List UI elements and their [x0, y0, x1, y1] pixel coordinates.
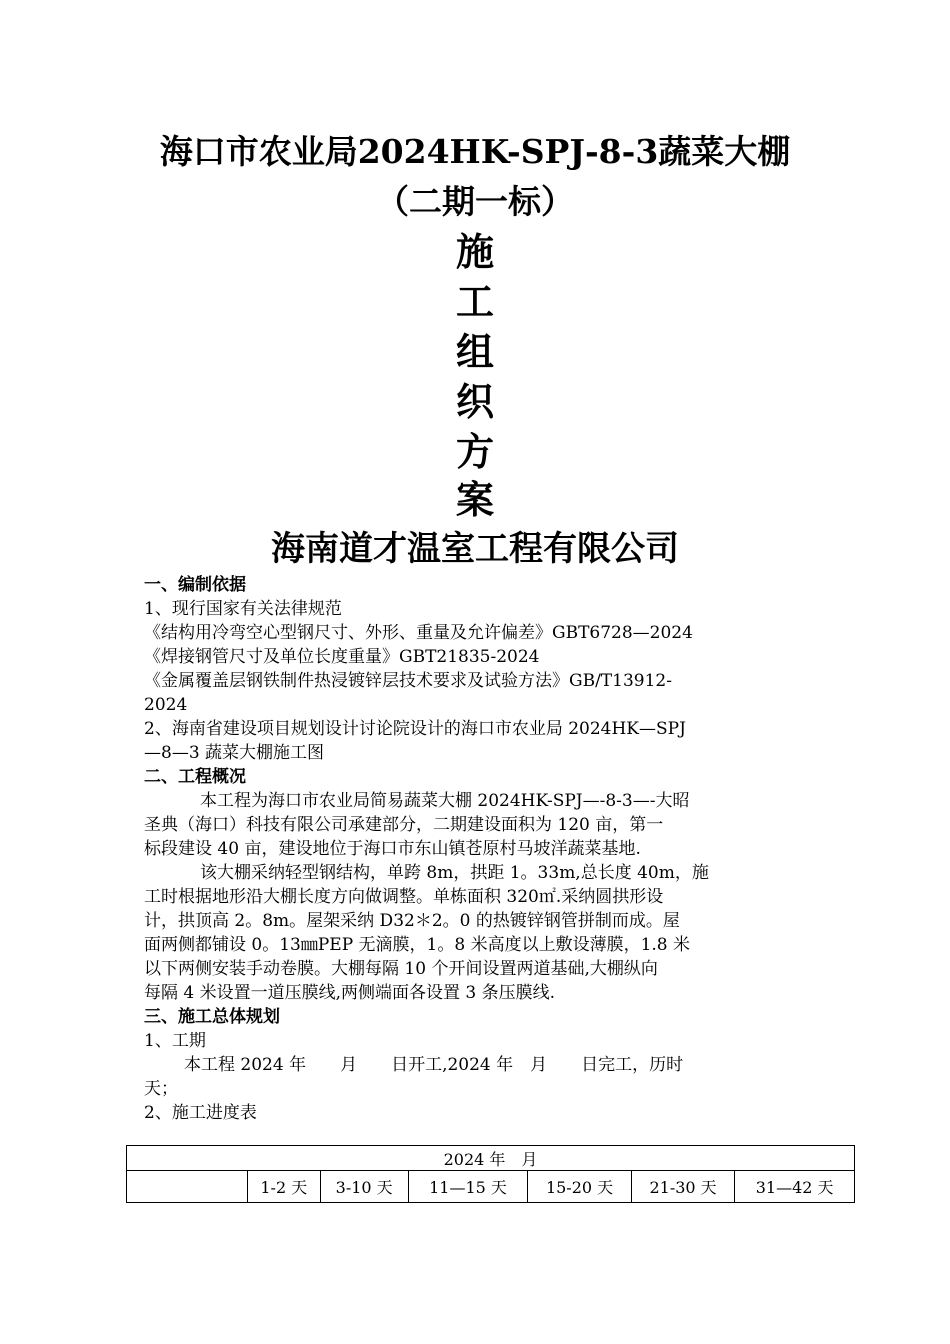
- section3-schedule-line: 本工程 2024 年 月 日开工,2024 年 月 日完工，历时: [184, 1055, 684, 1075]
- section3-heading: 三、施工总体规划: [144, 1007, 280, 1027]
- section2-para1-line: 标段建设 40 亩，建设地位于海口市东山镇苍原村马坡洋蔬菜基地.: [144, 839, 641, 859]
- doc-title-line1: 海口市农业局2024HK-SPJ-8-3蔬菜大棚: [159, 132, 791, 171]
- section2-para2-line: 工时根据地形沿大棚长度方向做调整。单栋面积 320㎡.采纳圆拱形设: [144, 887, 664, 907]
- table-column-header: 15-20 天: [528, 1171, 632, 1203]
- table-column-header: 11—15 天: [408, 1171, 528, 1203]
- section2-para1-line: 圣典（海口）科技有限公司承建部分，二期建设面积为 120 亩，第一: [144, 815, 664, 835]
- vertical-title-char: 案: [455, 477, 494, 522]
- section1-item1: 1、现行国家有关法律规范: [144, 599, 342, 619]
- table-column-header: 1-2 天: [248, 1171, 321, 1203]
- vertical-title-char: 施: [455, 229, 494, 274]
- section2-para2-line: 该大棚采纳轻型钢结构，单跨 8m，拱距 1。33m,总长度 40m，施: [200, 863, 709, 883]
- company-name: 海南道才温室工程有限公司: [271, 529, 679, 569]
- section1-ref3-a: 《金属覆盖层钢铁制件热浸镀锌层技术要求及试验方法》GB/T13912-: [144, 671, 672, 691]
- section1-heading: 一、编制依据: [144, 575, 246, 595]
- section3-item1: 1、工期: [144, 1031, 206, 1051]
- table-header-month: 2024 年 月: [127, 1146, 855, 1171]
- section2-para2-line: 每隔 4 米设置一道压膜线,两侧端面各设置 3 条压膜线.: [144, 983, 556, 1003]
- vertical-title-char: 织: [455, 379, 494, 424]
- vertical-title-char: 工: [455, 279, 494, 324]
- table-first-cell: [127, 1171, 248, 1203]
- section2-para2-line: 以下两侧安装手动卷膜。大棚每隔 10 个开间设置两道基础,大棚纵向: [144, 959, 658, 979]
- section1-ref1: 《结构用冷弯空心型钢尺寸、外形、重量及允许偏差》GBT6728—2024: [144, 623, 693, 643]
- section1-item2-b: —8—3 蔬菜大棚施工图: [144, 743, 325, 763]
- doc-title-line2: （二期一标）: [376, 182, 574, 221]
- section1-ref2: 《焊接钢管尺寸及单位长度重量》GBT21835-2024: [144, 647, 540, 667]
- table-column-header: 3-10 天: [320, 1171, 408, 1203]
- table-column-header: 31—42 天: [735, 1171, 855, 1203]
- vertical-title-char: 方: [455, 429, 494, 474]
- section2-para1-line: 本工程为海口市农业局简易蔬菜大棚 2024HK-SPJ—-8-3—-大昭: [200, 791, 690, 811]
- section3-schedule-line: 天；: [144, 1079, 178, 1099]
- document-body: [144, 573, 809, 1125]
- section1-item2-a: 2、海南省建设项目规划设计讨论院设计的海口市农业局 2024HK—SPJ: [144, 719, 686, 739]
- section2-heading: 二、工程概况: [144, 767, 246, 787]
- section1-ref3-b: 2024: [144, 695, 188, 715]
- section2-para2-line: 面两侧都铺设 0。13㎜PEP 无滴膜，1。8 米高度以上敷设薄膜，1.8 米: [144, 935, 691, 955]
- schedule-table: [126, 1145, 855, 1203]
- table-column-header: 21-30 天: [631, 1171, 735, 1203]
- section3-item2: 2、施工进度表: [144, 1103, 257, 1123]
- section2-para2-line: 计，拱顶高 2。8m。屋架采纳 D32＊2。0 的热镀锌钢管拼制而成。屋: [144, 911, 680, 931]
- vertical-title-char: 组: [455, 329, 494, 374]
